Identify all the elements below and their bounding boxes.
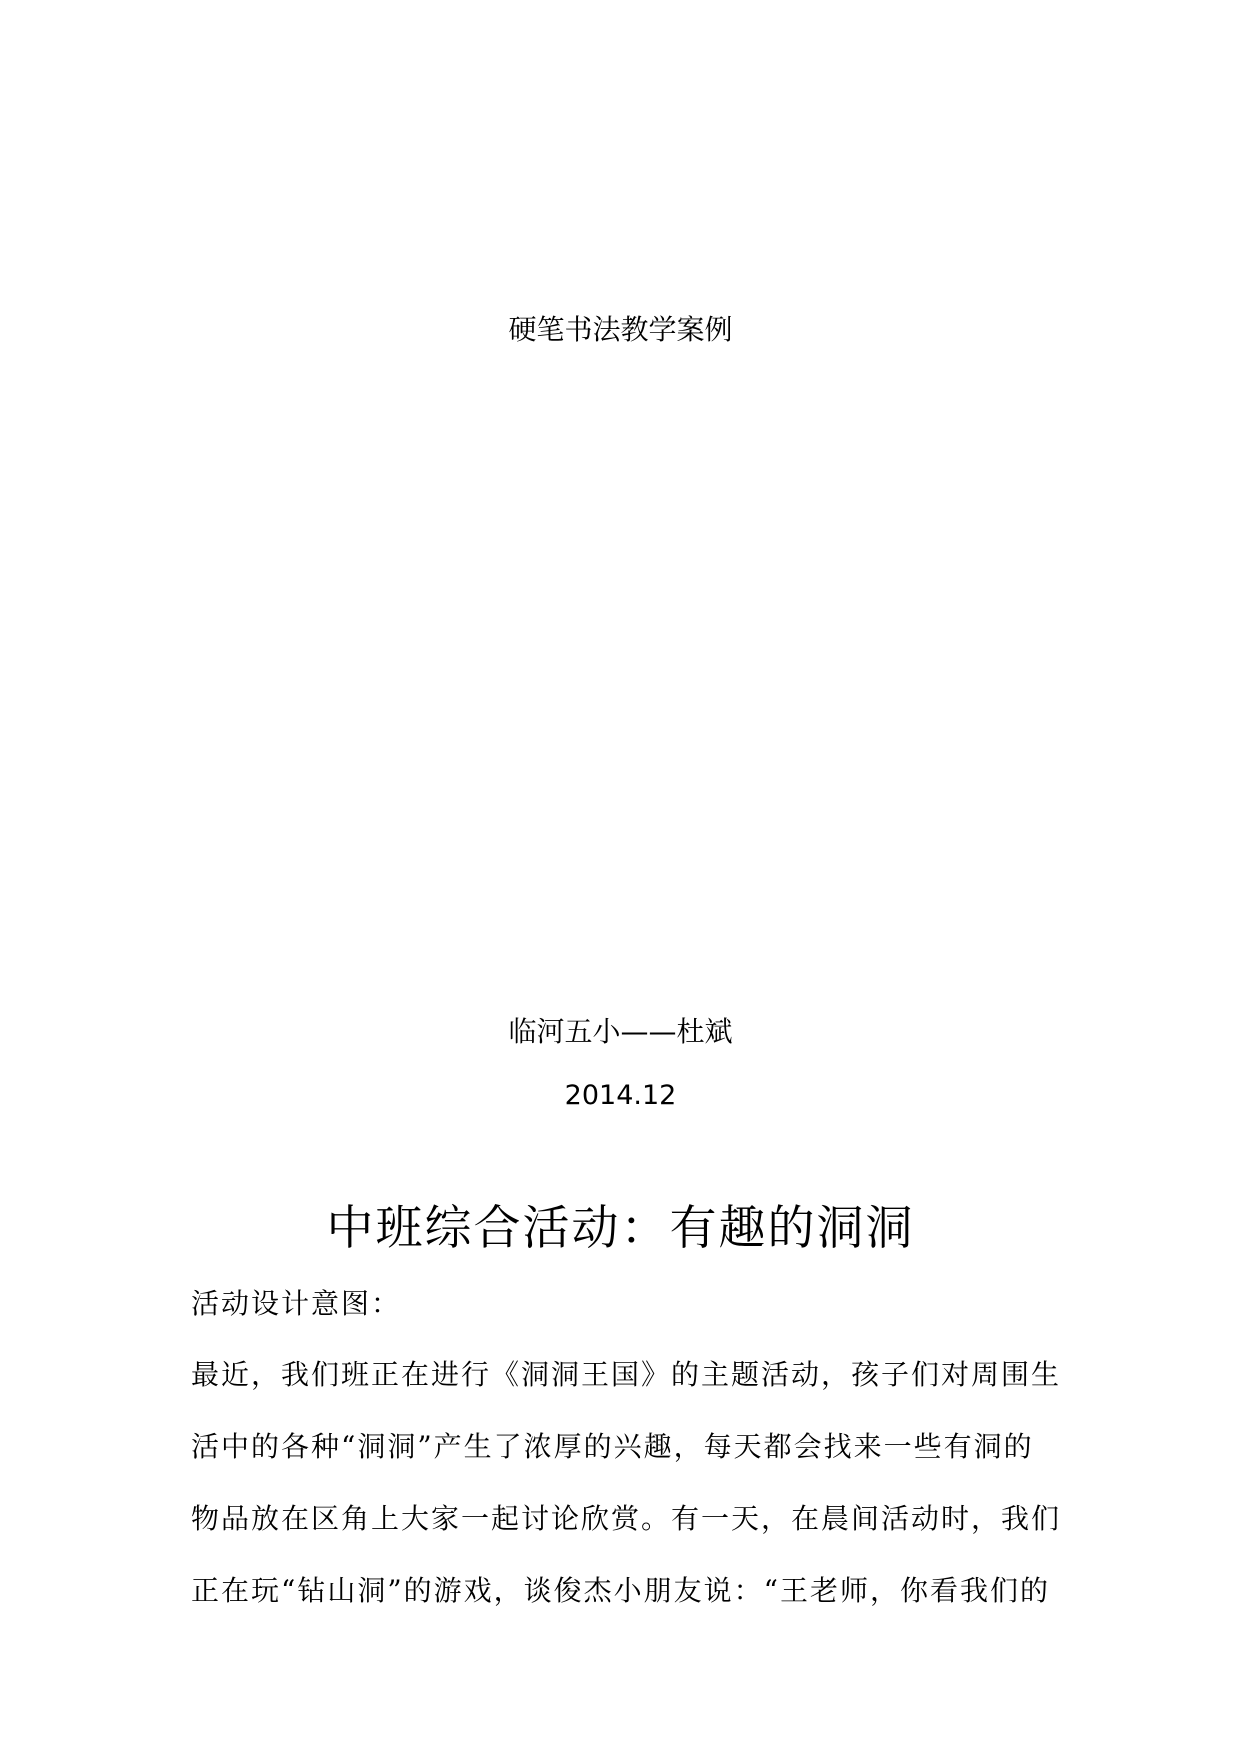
body-line: 最近，我们班正在进行《洞洞王国》的主题活动，孩子们对周围生 bbox=[191, 1358, 1062, 1391]
document-title: 中班综合活动：有趣的洞洞 bbox=[326, 1201, 915, 1256]
body-line: 活中的各种“洞洞”产生了浓厚的兴趣，每天都会找来一些有洞的 bbox=[191, 1430, 1034, 1463]
body-paragraph bbox=[191, 1355, 1071, 1643]
cover-author: 临河五小——杜斌 bbox=[508, 1015, 733, 1048]
body-line: 正在玩“钻山洞”的游戏，谈俊杰小朋友说：“王老师，你看我们的 bbox=[191, 1574, 1050, 1607]
body-line: 物品放在区角上大家一起讨论欣赏。有一天，在晨间活动时，我们 bbox=[191, 1502, 1062, 1535]
section-heading: 活动设计意图： bbox=[191, 1287, 402, 1320]
cover-title: 硬笔书法教学案例 bbox=[508, 313, 733, 346]
cover-date: 2014.12 bbox=[564, 1080, 677, 1111]
